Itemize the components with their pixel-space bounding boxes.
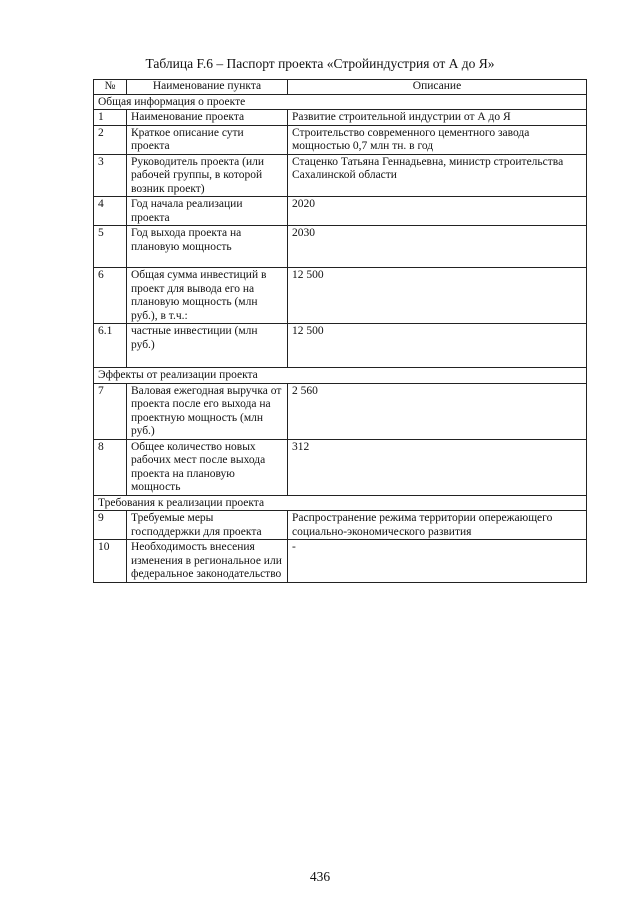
table-row	[94, 268, 587, 324]
row-description: 12 500	[288, 268, 587, 324]
table-row	[94, 226, 587, 268]
row-number: 9	[94, 511, 127, 540]
row-description: Стаценко Татьяна Геннадьевна, министр строительства Сахалинской области	[288, 154, 587, 197]
page-number: 436	[309, 869, 331, 884]
table-row	[94, 383, 587, 439]
row-description: 2020	[288, 197, 587, 226]
table-row	[94, 324, 587, 368]
table-row	[94, 125, 587, 154]
row-item-name: Год начала реализации проекта	[127, 197, 288, 226]
row-number: 7	[94, 383, 127, 439]
row-item-name: Наименование проекта	[127, 110, 288, 126]
header-number: №	[94, 80, 127, 95]
row-item-name: Руководитель проекта (или рабочей группы, в которой возник проект)	[127, 154, 288, 197]
row-item-name: Валовая ежегодная выручка от проекта после его выхода на проектную мощность (млн руб.)	[127, 383, 288, 439]
row-item-name: Общая сумма инвестиций в проект для вывода его на плановую мощность (млн руб.), в т.ч.:	[127, 268, 288, 324]
section-title: Общая информация о проекте	[94, 94, 587, 110]
section-title: Требования к реализации проекта	[94, 495, 587, 511]
row-item-name: Необходимость внесения изменения в региональное или федеральное законодательство	[127, 540, 288, 583]
table-caption: Таблица F.6 – Паспорт проекта «Стройиндустрия от А до Я»	[145, 56, 495, 71]
row-number: 6	[94, 268, 127, 324]
section-row	[94, 94, 587, 110]
row-number: 1	[94, 110, 127, 126]
row-description: Развитие строительной индустрии от А до Я	[288, 110, 587, 126]
row-number: 8	[94, 439, 127, 495]
table-row	[94, 110, 587, 126]
row-description: 2030	[288, 226, 587, 268]
table-row	[94, 197, 587, 226]
project-passport-table	[93, 79, 587, 583]
row-description: Распространение режима территории опережающего социально-экономического развития	[288, 511, 587, 540]
header-description: Описание	[288, 80, 587, 95]
section-row	[94, 368, 587, 384]
row-description: Строительство современного цементного завода мощностью 0,7 млн тн. в год	[288, 125, 587, 154]
row-item-name: Общее количество новых рабочих мест после выхода проекта на плановую мощность	[127, 439, 288, 495]
section-row	[94, 495, 587, 511]
row-number: 5	[94, 226, 127, 268]
table-row	[94, 154, 587, 197]
row-number: 2	[94, 125, 127, 154]
table-row	[94, 540, 587, 583]
row-number: 3	[94, 154, 127, 197]
row-item-name: частные инвестиции (млн руб.)	[127, 324, 288, 368]
row-number: 4	[94, 197, 127, 226]
section-title: Эффекты от реализации проекта	[94, 368, 587, 384]
header-item-name: Наименование пункта	[127, 80, 288, 95]
row-description: 2 560	[288, 383, 587, 439]
table-row	[94, 439, 587, 495]
table-row	[94, 511, 587, 540]
row-item-name: Требуемые меры господдержки для проекта	[127, 511, 288, 540]
row-item-name: Краткое описание сути проекта	[127, 125, 288, 154]
row-number: 10	[94, 540, 127, 583]
row-item-name: Год выхода проекта на плановую мощность	[127, 226, 288, 268]
row-description: -	[288, 540, 587, 583]
row-description: 312	[288, 439, 587, 495]
table-header-row	[94, 80, 587, 95]
row-number: 6.1	[94, 324, 127, 368]
row-description: 12 500	[288, 324, 587, 368]
